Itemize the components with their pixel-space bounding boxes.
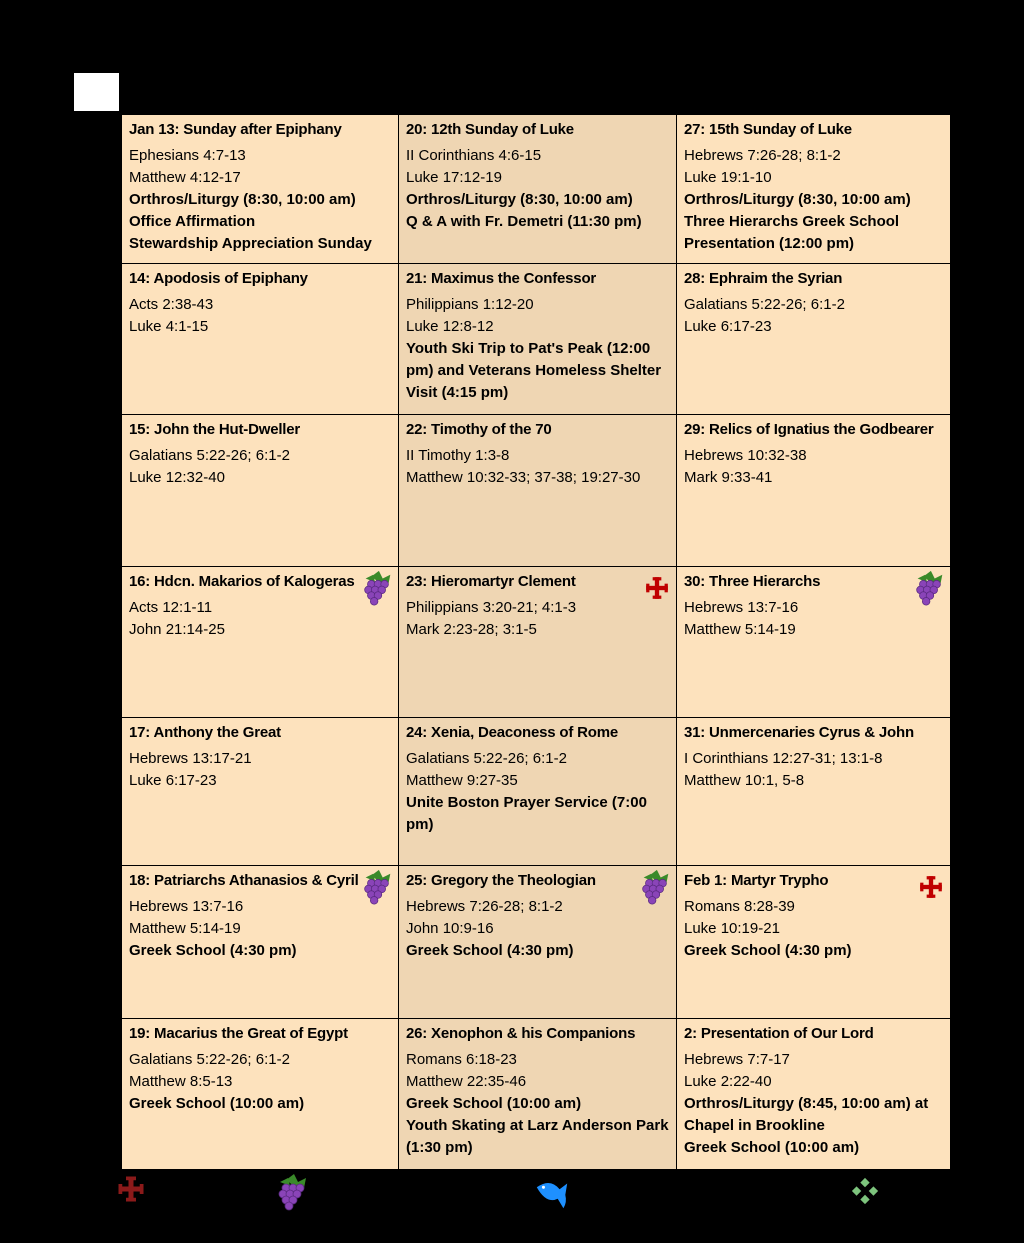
scripture-reading: Mark 9:33-41	[684, 469, 773, 486]
day-title: 22: Timothy of the 70	[406, 421, 552, 438]
fasting-legend	[0, 1172, 1024, 1212]
scripture-reading: Hebrews 7:26-28; 8:1-2	[684, 147, 841, 164]
day-cell	[399, 415, 676, 566]
event-item: Three Hierarchs Greek School Presentation (12:00 pm)	[684, 213, 900, 252]
scripture-reading: Galatians 5:22-26; 6:1-2	[129, 447, 290, 464]
day-title: 15: John the Hut-Dweller	[129, 421, 301, 438]
scripture-reading: Galatians 5:22-26; 6:1-2	[129, 1051, 290, 1068]
scripture-reading: Acts 12:1-11	[129, 599, 213, 616]
day-cell	[122, 567, 398, 717]
day-cell	[399, 1019, 676, 1169]
scripture-reading: Acts 2:38-43	[129, 296, 214, 313]
scripture-reading: Luke 2:22-40	[684, 1073, 772, 1090]
day-cell	[122, 718, 398, 865]
scripture-reading: Matthew 10:32-33; 37-38; 19:27-30	[406, 469, 641, 486]
event-item: Orthros/Liturgy (8:30, 10:00 am)	[684, 191, 911, 208]
day-title: 23: Hieromartyr Clement	[406, 573, 576, 590]
day-cell	[399, 567, 676, 717]
day-title: 17: Anthony the Great	[129, 724, 281, 741]
scripture-reading: Hebrews 13:7-16	[129, 898, 244, 915]
scripture-reading: Matthew 9:27-35	[406, 772, 518, 789]
scripture-reading: Romans 6:18-23	[406, 1051, 517, 1068]
day-cell	[399, 866, 676, 1018]
scripture-reading: Matthew 4:12-17	[129, 169, 241, 186]
cross-icon	[644, 575, 670, 606]
day-cell	[122, 415, 398, 566]
day-title: 28: Ephraim the Syrian	[684, 270, 843, 287]
scripture-reading: Matthew 8:5-13	[129, 1073, 233, 1090]
day-cell	[677, 866, 950, 1018]
scripture-reading: Luke 19:1-10	[684, 169, 772, 186]
day-cell	[677, 1019, 950, 1169]
event-item: Office Affirmation	[129, 213, 256, 230]
scripture-reading: Matthew 5:14-19	[129, 920, 241, 937]
grapes-icon	[358, 569, 396, 612]
scripture-reading: Galatians 5:22-26; 6:1-2	[406, 750, 567, 767]
event-item: Greek School (4:30 pm)	[684, 942, 852, 959]
scripture-reading: Hebrews 7:26-28; 8:1-2	[406, 898, 563, 915]
scripture-reading: Mark 2:23-28; 3:1-5	[406, 621, 537, 638]
scripture-reading: Hebrews 10:32-38	[684, 447, 807, 464]
day-title: Jan 13: Sunday after Epiphany	[129, 121, 342, 138]
scripture-reading: Luke 4:1-15	[129, 318, 209, 335]
event-item: Orthros/Liturgy (8:30, 10:00 am)	[406, 191, 633, 208]
scripture-reading: Matthew 10:1, 5-8	[684, 772, 805, 789]
day-cell	[122, 1019, 398, 1169]
scripture-reading: Matthew 22:35-46	[406, 1073, 527, 1090]
scripture-reading: Hebrews 13:7-16	[684, 599, 799, 616]
scripture-reading: Luke 6:17-23	[684, 318, 772, 335]
cross-icon	[116, 1174, 146, 1209]
calendar-grid	[121, 114, 947, 1162]
scripture-reading: Luke 17:12-19	[406, 169, 502, 186]
grapes-icon	[910, 569, 948, 612]
scripture-reading: John 21:14-25	[129, 621, 225, 638]
event-item: Orthros/Liturgy (8:30, 10:00 am)	[129, 191, 356, 208]
event-item: Greek School (10:00 am)	[684, 1139, 860, 1156]
grapes-icon	[358, 868, 396, 911]
scripture-reading: John 10:9-16	[406, 920, 494, 937]
scripture-reading: Luke 12:32-40	[129, 469, 225, 486]
day-title: 21: Maximus the Confessor	[406, 270, 597, 287]
scripture-reading: II Corinthians 4:6-15	[406, 147, 542, 164]
day-cell	[677, 718, 950, 865]
day-title: 14: Apodosis of Epiphany	[129, 270, 308, 287]
scripture-reading: Ephesians 4:7-13	[129, 147, 246, 164]
day-cell	[677, 567, 950, 717]
day-cell	[122, 264, 398, 414]
day-cell	[677, 264, 950, 414]
fish-icon	[533, 1174, 571, 1217]
scripture-reading: Galatians 5:22-26; 6:1-2	[684, 296, 845, 313]
scripture-reading: Philippians 1:12-20	[406, 296, 534, 313]
event-item: Unite Boston Prayer Service (7:00 pm)	[406, 794, 647, 833]
event-item: Youth Skating at Larz Anderson Park (1:30 pm)	[406, 1117, 669, 1156]
scripture-reading: Romans 8:28-39	[684, 898, 795, 915]
cross-icon	[918, 874, 944, 905]
event-item: Orthros/Liturgy (8:45, 10:00 am) at Chapel in Brookline	[684, 1095, 929, 1134]
event-item: Q & A with Fr. Demetri (11:30 pm)	[406, 213, 642, 230]
day-title: Feb 1: Martyr Trypho	[684, 872, 829, 889]
scripture-reading: I Corinthians 12:27-31; 13:1-8	[684, 750, 883, 767]
day-title: 31: Unmercenaries Cyrus & John	[684, 724, 914, 741]
scripture-reading: Luke 6:17-23	[129, 772, 217, 789]
event-item: Greek School (4:30 pm)	[406, 942, 574, 959]
day-cell	[122, 866, 398, 1018]
day-title: 27: 15th Sunday of Luke	[684, 121, 852, 138]
day-title: 20: 12th Sunday of Luke	[406, 121, 574, 138]
day-title: 18: Patriarchs Athanasios & Cyril	[129, 872, 359, 889]
day-title: 30: Three Hierarchs	[684, 573, 821, 590]
scripture-reading: Philippians 3:20-21; 4:1-3	[406, 599, 577, 616]
scripture-reading: Hebrews 7:7-17	[684, 1051, 790, 1068]
day-cell	[399, 264, 676, 414]
event-item: Stewardship Appreciation Sunday	[129, 235, 372, 252]
event-item: Greek School (10:00 am)	[406, 1095, 582, 1112]
day-title: 29: Relics of Ignatius the Godbearer	[684, 421, 934, 438]
day-title: 24: Xenia, Deaconess of Rome	[406, 724, 618, 741]
scripture-reading: Luke 10:19-21	[684, 920, 780, 937]
scripture-reading: Matthew 5:14-19	[684, 621, 796, 638]
day-cell	[122, 115, 398, 263]
day-title: 2: Presentation of Our Lord	[684, 1025, 874, 1042]
scripture-reading: II Timothy 1:3-8	[406, 447, 510, 464]
day-cell	[677, 115, 950, 263]
event-item: Greek School (4:30 pm)	[129, 942, 297, 959]
day-cell	[677, 415, 950, 566]
event-item: Youth Ski Trip to Pat's Peak (12:00 pm) and Veterans Homeless Shelter Visit (4:15 pm)	[406, 340, 662, 401]
day-cell	[399, 115, 676, 263]
grapes-icon	[272, 1172, 312, 1217]
grapes-icon	[636, 868, 674, 911]
scripture-reading: Hebrews 13:17-21	[129, 750, 252, 767]
day-title: 16: Hdcn. Makarios of Kalogeras	[129, 573, 355, 590]
day-cell	[399, 718, 676, 865]
logo-placeholder	[74, 73, 119, 111]
diamond-cross-icon	[850, 1176, 880, 1211]
day-title: 26: Xenophon & his Companions	[406, 1025, 636, 1042]
scripture-reading: Luke 12:8-12	[406, 318, 494, 335]
event-item: Greek School (10:00 am)	[129, 1095, 305, 1112]
day-title: 25: Gregory the Theologian	[406, 872, 596, 889]
day-title: 19: Macarius the Great of Egypt	[129, 1025, 348, 1042]
